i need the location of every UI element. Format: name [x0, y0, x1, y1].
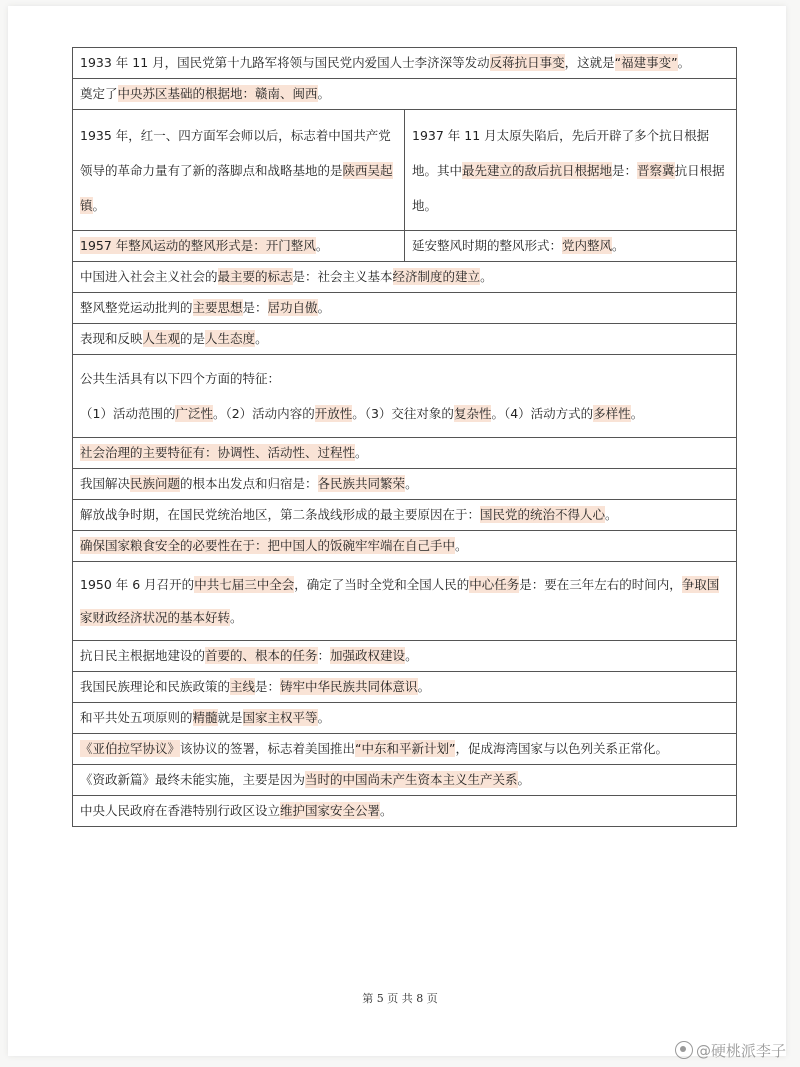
cell-text: 中央人民政府在香港特别行政区设立 — [80, 803, 281, 818]
highlighted-text: 主线 — [230, 679, 256, 694]
table-row — [73, 672, 737, 703]
table-cell-right — [405, 231, 737, 262]
highlighted-text: 确保国家粮食安全的必要性在于：把中国人的 — [80, 538, 331, 553]
table-cell — [73, 355, 737, 438]
cell-text: 。 — [255, 331, 268, 346]
table-row — [73, 231, 737, 262]
cell-text: 该协议的签署，标志着美国推出 — [180, 741, 356, 756]
cell-text: 1950 年 6 月召开的 — [80, 577, 195, 592]
table-cell-right — [405, 110, 737, 231]
cell-text: 1933 年 11 月，国民党第十九路军将领与国民党内爱国人士李济深等发动 — [80, 55, 490, 70]
cell-text: 。（3）交往对象的 — [352, 406, 454, 421]
highlighted-text: 中央苏区基础的根据地：赣南、闽西 — [117, 86, 318, 101]
cell-text: 。 — [405, 648, 418, 663]
cell-text: 。 — [230, 610, 243, 625]
highlighted-text: 首要的、根本的任务 — [205, 648, 318, 663]
cell-text: 。 — [315, 238, 329, 253]
cell-text: 抗日根据地。 — [412, 162, 725, 213]
cell-text: 1937 年 11 月太原失陷后，先后开辟了多个抗日根据地。其中 — [412, 127, 710, 178]
cell-text: 和平共处五项原则的 — [80, 710, 193, 725]
table-cell — [73, 262, 737, 293]
cell-text: 。 — [630, 406, 644, 421]
highlighted-text: 协调性、活动性、过程性 — [217, 445, 356, 460]
cell-text: 解放战争时期，在国民党统治地区，第二条战线形成的最主要原因在于： — [80, 507, 481, 522]
cell-text: 是：社会主义基本 — [292, 269, 393, 284]
highlighted-text: “中东和平新计划” — [355, 741, 456, 756]
table-row — [73, 324, 737, 355]
highlighted-text: 最先建立的敌后抗日根据地 — [462, 162, 613, 178]
cell-text: （1）活动范围的 — [80, 406, 176, 421]
highlighted-text: 精髓 — [192, 710, 218, 725]
table-cell — [73, 765, 737, 796]
cell-text: 是： — [612, 162, 638, 178]
table-cell — [73, 562, 737, 641]
table-cell — [73, 48, 737, 79]
table-cell — [73, 531, 737, 562]
cell-text: 是：要在三年左右的时间内， — [519, 577, 682, 592]
highlighted-text: 维护国家安全公署 — [280, 803, 381, 818]
cell-text: 。 — [455, 538, 468, 553]
cell-text: 。 — [355, 445, 368, 460]
watermark — [675, 1040, 786, 1061]
table-row — [73, 641, 737, 672]
highlighted-text: 开放性 — [314, 406, 353, 421]
table-row — [73, 734, 737, 765]
cell-text: 。 — [317, 300, 331, 315]
watermark-text: @硬桃派李子 — [695, 1042, 786, 1060]
cell-text: 。 — [517, 772, 531, 787]
highlighted-text: 国民党的统治不得人心 — [480, 507, 606, 522]
cell-text: 。 — [417, 679, 431, 694]
table-row — [73, 796, 737, 827]
table-row — [73, 703, 737, 734]
table-cell — [73, 293, 737, 324]
cell-text: ，促成海湾国家与以色列关系正常化。 — [455, 741, 668, 756]
highlighted-text: 中心任务 — [469, 577, 520, 592]
highlighted-text: 社会治理的主要特征有： — [80, 445, 218, 460]
table-row — [73, 469, 737, 500]
highlighted-text: 主要思想 — [192, 300, 243, 315]
highlighted-text: 最主要的标志 — [217, 269, 293, 284]
highlighted-text: 《亚伯拉罕协议》 — [80, 741, 181, 756]
table-row — [73, 531, 737, 562]
cell-text: 表现和反映 — [80, 331, 143, 346]
table-cell-left — [73, 231, 405, 262]
highlighted-text: 反蒋抗日事变 — [489, 55, 565, 70]
cell-text: 。 — [605, 507, 618, 522]
cell-text: 延安整风时期的整风形式： — [412, 238, 563, 253]
cell-text: 是： — [242, 300, 268, 315]
table-cell — [73, 79, 737, 110]
cell-text: 。 — [380, 803, 393, 818]
cell-text: 我国民族理论和民族政策的 — [80, 679, 231, 694]
table-cell — [73, 672, 737, 703]
weibo-icon — [675, 1041, 693, 1059]
cell-text: 。（4）活动方式的 — [491, 406, 594, 421]
table-cell — [73, 703, 737, 734]
cell-text: 。 — [92, 197, 106, 213]
table-row — [73, 562, 737, 641]
cell-text: 1935 年，红一、四方面军会师以后，标志着中国共产党领导的革命力量有了新的落脚点和战略基地的是 — [80, 127, 391, 178]
table-row — [73, 438, 737, 469]
page-number: 第 5 页 共 8 页 — [362, 992, 438, 1005]
highlighted-text: 中共七届三中全会 — [194, 577, 295, 592]
cell-text: ，这就是 — [564, 55, 615, 70]
cell-text: 整风整党运动批判的 — [80, 300, 193, 315]
highlighted-text: 饭碗牢牢端在自己手中 — [330, 538, 456, 553]
highlighted-text: 多样性 — [593, 406, 631, 421]
cell-text: 的是 — [180, 331, 206, 346]
cell-text: 。 — [405, 476, 418, 491]
highlighted-text: 复杂性 — [453, 406, 492, 421]
table-row — [73, 110, 737, 231]
highlighted-text: 开门整风 — [265, 238, 316, 253]
highlighted-text: 人生态度 — [205, 331, 256, 346]
highlighted-text: 铸牢中华民族共同体意识 — [280, 679, 418, 694]
cell-text: 。 — [317, 710, 331, 725]
highlighted-text: 人生观 — [142, 331, 181, 346]
highlighted-text: 争取国家财政经济状况的基本好转 — [80, 577, 720, 625]
cell-text: 公共生活具有以下四个方面的特征： — [80, 371, 281, 386]
cell-text: 是： — [255, 679, 281, 694]
cell-text: ： — [317, 648, 331, 663]
cell-text: 。 — [612, 238, 625, 253]
table-cell — [73, 438, 737, 469]
table-row — [73, 765, 737, 796]
highlighted-text: 各民族共同繁荣 — [317, 476, 406, 491]
highlighted-text: 广泛性 — [175, 406, 213, 421]
table-row — [73, 48, 737, 79]
table-cell — [73, 500, 737, 531]
highlighted-text: 经济制度的建立 — [392, 269, 481, 284]
cell-text: 《资政新篇》最终未能实施，主要是因为 — [80, 772, 306, 787]
cell-text: 就是 — [217, 710, 243, 725]
cell-text: 。 — [317, 86, 331, 101]
highlighted-text: 居功自傲 — [267, 300, 318, 315]
table-row — [73, 355, 737, 438]
highlighted-text: “福建事变” — [614, 55, 678, 70]
table-cell — [73, 469, 737, 500]
highlighted-text: 加强政权建设 — [330, 648, 406, 663]
highlighted-text: 陕西吴起镇 — [80, 162, 393, 213]
notes-table — [72, 47, 737, 827]
cell-text: 。 — [480, 269, 493, 284]
table-cell-left — [73, 110, 405, 231]
table-row — [73, 79, 737, 110]
table-cell — [73, 796, 737, 827]
cell-text: 中国进入社会主义社会的 — [80, 269, 218, 284]
cell-text: 我国解决 — [80, 476, 131, 491]
cell-text: 的根本出发点和归宿是： — [180, 476, 318, 491]
cell-text: 。（2）活动内容的 — [212, 406, 315, 421]
cell-text: 。 — [677, 55, 691, 70]
cell-text: 抗日民主根据地建设的 — [80, 648, 206, 663]
highlighted-text: 当时的中国尚未产生资本主义生产关系 — [305, 772, 518, 787]
table-row — [73, 500, 737, 531]
highlighted-text: 民族问题 — [130, 476, 181, 491]
table-row — [73, 262, 737, 293]
highlighted-text: 晋察冀 — [637, 162, 675, 178]
table-cell — [73, 324, 737, 355]
cell-text: ，确定了当时全党和全国人民的 — [294, 577, 470, 592]
highlighted-text: 1957 年整风运动的整风形式是： — [80, 238, 266, 253]
table-cell — [73, 641, 737, 672]
highlighted-text: 党内整风 — [562, 238, 613, 253]
table-cell — [73, 734, 737, 765]
cell-text: 奠定了 — [80, 86, 118, 101]
highlighted-text: 国家主权平等 — [242, 710, 318, 725]
table-row — [73, 293, 737, 324]
